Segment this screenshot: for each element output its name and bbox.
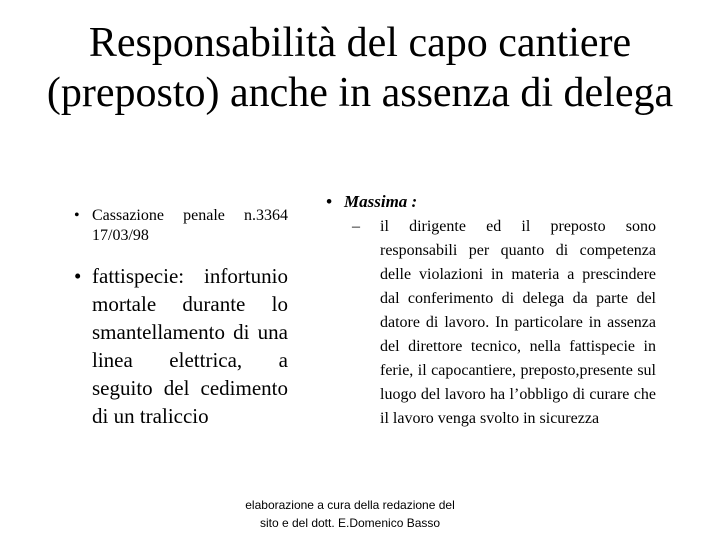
- cassazione-text: Cassazione penale n.3364 17/03/98: [92, 207, 288, 244]
- bullet-icon: •: [326, 192, 332, 211]
- bullet-fattispecie: [70, 262, 288, 430]
- left-bullet-list: [70, 206, 288, 430]
- massima-block: [322, 192, 656, 212]
- slide-title: Responsabilità del capo cantiere (preposto) anche in assenza di delega: [46, 20, 674, 116]
- massima-heading: Massima :: [344, 192, 418, 211]
- bullet-cassazione: [70, 206, 288, 246]
- massima-text: il dirigente ed il preposto sono responsabili per quanto di competenza delle violazioni in materia a prescindere dal conferimento di delega da parte del datore di lavoro. In particolare in assenza del direttore tecnico, nella fattispecie in ferie, il capocantiere, preposto,presente sul luogo del lavoro ha l’obbligo di curare che il lavoro venga svolto in sicurezza: [380, 218, 656, 427]
- massima-sub-item: [322, 215, 656, 431]
- bullet-icon: •: [74, 264, 82, 288]
- dash-icon: –: [352, 218, 360, 235]
- right-column: [322, 192, 656, 431]
- footer-credit: elaborazione a cura della redazione del sito e del dott. E.Domenico Basso: [245, 498, 455, 530]
- bullet-icon: •: [74, 207, 80, 224]
- left-column: [70, 206, 288, 430]
- fattispecie-text: fattispecie: infortunio mortale durante lo smantellamento di una linea elettrica, a seguito del cedimento di un traliccio: [92, 264, 288, 428]
